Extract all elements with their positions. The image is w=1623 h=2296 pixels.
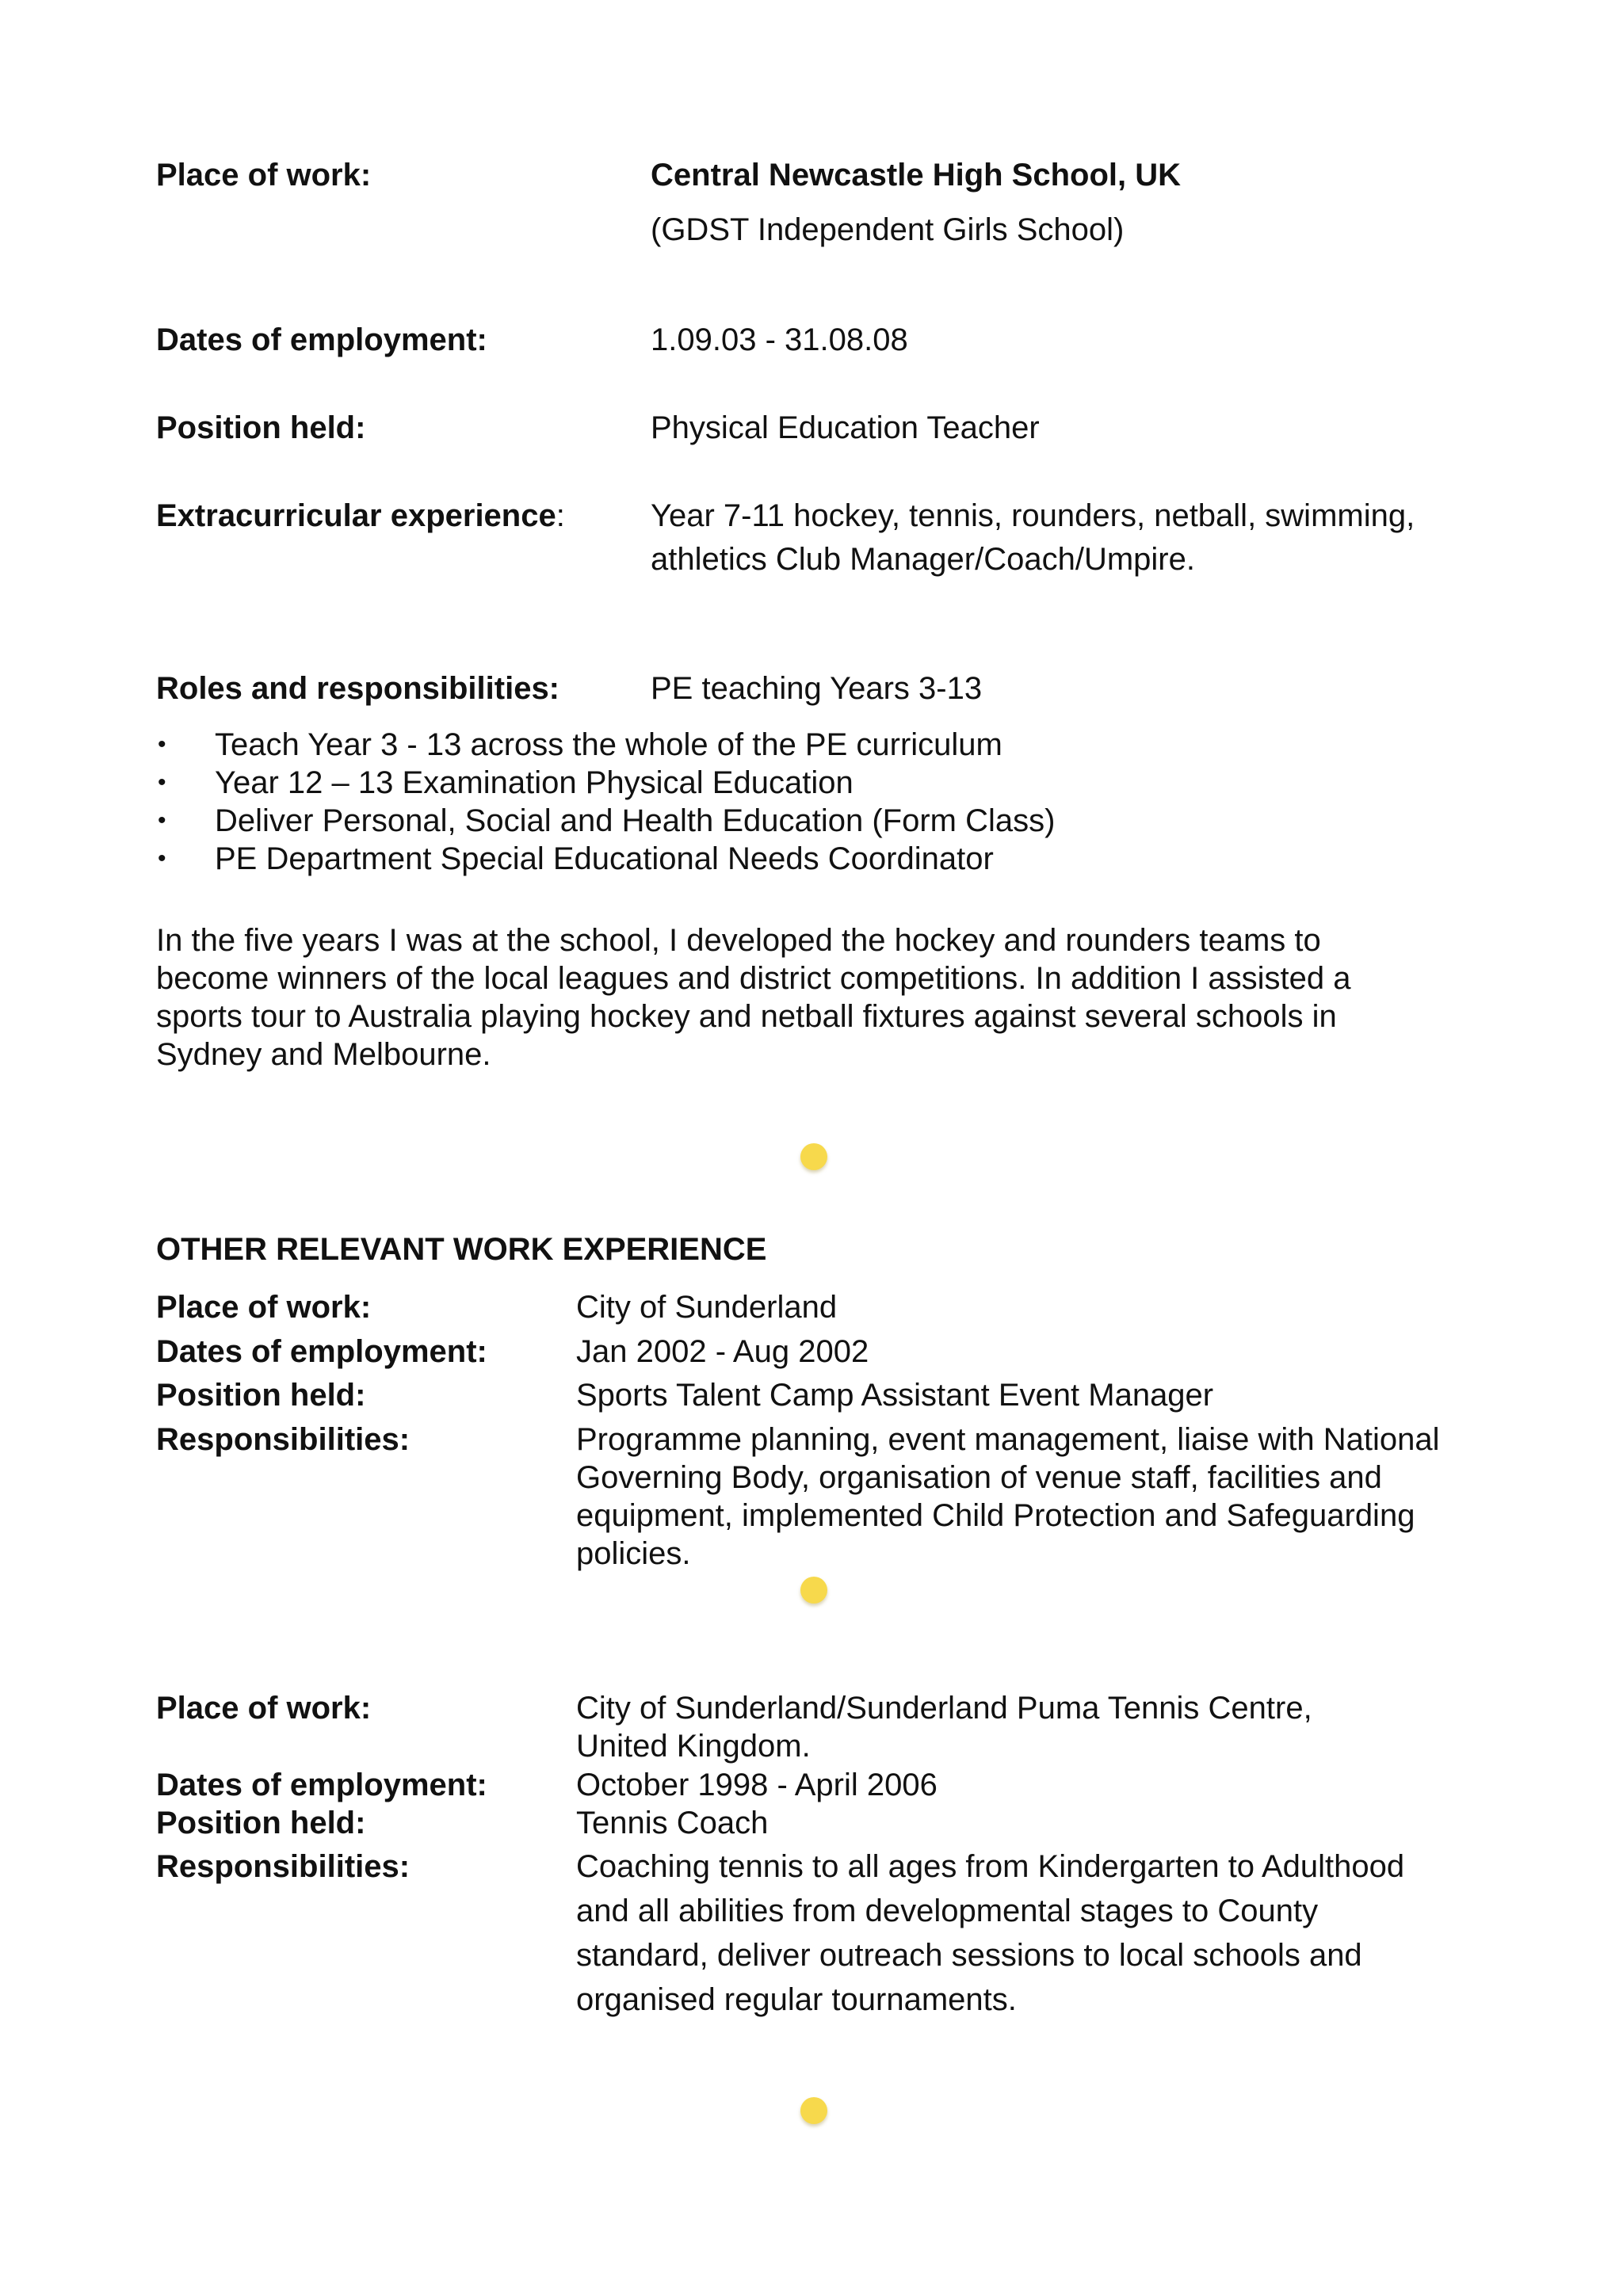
list-item xyxy=(156,802,1503,840)
dates-of-employment-label: Dates of employment: xyxy=(156,1334,487,1369)
place-of-work-value xyxy=(576,1689,1312,1765)
paragraph-line: Sydney and Melbourne. xyxy=(156,1037,491,1072)
extracurricular-line: Year 7-11 hockey, tennis, rounders, netball, swimming, xyxy=(651,498,1415,533)
place-of-work-label: Place of work: xyxy=(156,1290,372,1325)
list-item xyxy=(156,840,1503,878)
bullet-icon: • xyxy=(158,769,166,795)
extracurricular-line: athletics Club Manager/Coach/Umpire. xyxy=(651,542,1195,577)
place-of-work-label: Place of work: xyxy=(156,158,372,193)
paragraph-line: become winners of the local leagues and district competitions. In addition I assisted a xyxy=(156,961,1351,996)
responsibilities-line: organised regular tournaments. xyxy=(576,1982,1017,2017)
section-heading: OTHER RELEVANT WORK EXPERIENCE xyxy=(156,1232,767,1267)
position-held-label: Position held: xyxy=(156,1378,366,1413)
extracurricular-label xyxy=(156,497,565,535)
dates-of-employment-label: Dates of employment: xyxy=(156,1768,487,1802)
extracurricular-label-colon: : xyxy=(556,498,565,533)
paragraph-line: In the five years I was at the school, I developed the hockey and rounders teams to xyxy=(156,923,1321,958)
position-held-value: Tennis Coach xyxy=(576,1806,769,1840)
list-item-text: Deliver Personal, Social and Health Education (Form Class) xyxy=(215,803,1056,838)
roles-value: PE teaching Years 3-13 xyxy=(651,671,983,706)
bullet-icon: • xyxy=(158,807,166,833)
list-item xyxy=(156,726,1503,764)
paragraph-line: sports tour to Australia playing hockey and netball fixtures against several schools in xyxy=(156,999,1337,1034)
roles-label: Roles and responsibilities: xyxy=(156,671,560,706)
position-held-label: Position held: xyxy=(156,1806,366,1840)
position-held-value: Physical Education Teacher xyxy=(651,410,1040,445)
place-of-work-line: United Kingdom. xyxy=(576,1729,811,1764)
divider-dot-icon xyxy=(800,2097,827,2124)
divider-dot-icon xyxy=(800,1143,827,1170)
place-of-work-value: Central Newcastle High School, UK xyxy=(651,158,1182,193)
place-of-work-subtitle: (GDST Independent Girls School) xyxy=(651,212,1125,247)
responsibilities-line: policies. xyxy=(576,1536,691,1571)
dates-of-employment-value: October 1998 - April 2006 xyxy=(576,1768,938,1802)
list-item-text: Teach Year 3 - 13 across the whole of the PE curriculum xyxy=(215,727,1002,762)
place-of-work-line: City of Sunderland/Sunderland Puma Tennis Centre, xyxy=(576,1691,1312,1726)
dates-of-employment-value: Jan 2002 - Aug 2002 xyxy=(576,1334,869,1369)
responsibilities-line: standard, deliver outreach sessions to local schools and xyxy=(576,1938,1362,1973)
responsibilities-line: equipment, implemented Child Protection and Safeguarding xyxy=(576,1498,1415,1533)
responsibilities-label: Responsibilities: xyxy=(156,1422,411,1457)
responsibilities-line: Coaching tennis to all ages from Kindergarten to Adulthood xyxy=(576,1849,1405,1884)
list-item-text: Year 12 – 13 Examination Physical Education xyxy=(215,765,854,800)
position-held-label: Position held: xyxy=(156,410,366,445)
extracurricular-label-text: Extracurricular experience xyxy=(156,498,556,533)
responsibilities-line: Programme planning, event management, liaise with National xyxy=(576,1422,1440,1457)
place-of-work-value: City of Sunderland xyxy=(576,1290,838,1325)
divider-dot-icon xyxy=(800,1577,827,1604)
responsibilities-line: Governing Body, organisation of venue staff, facilities and xyxy=(576,1460,1382,1495)
list-item-text: PE Department Special Educational Needs Coordinator xyxy=(215,841,994,876)
dates-of-employment-value: 1.09.03 - 31.08.08 xyxy=(651,322,908,357)
responsibilities-value xyxy=(576,1848,1404,2019)
summary-paragraph xyxy=(156,921,1472,1074)
responsibilities-label: Responsibilities: xyxy=(156,1849,411,1884)
responsibilities-line: and all abilities from developmental stages to County xyxy=(576,1894,1319,1928)
position-held-value: Sports Talent Camp Assistant Event Manager xyxy=(576,1378,1214,1413)
extracurricular-value xyxy=(651,497,1415,578)
bullet-icon: • xyxy=(158,845,166,871)
dates-of-employment-label: Dates of employment: xyxy=(156,322,487,357)
bullet-icon: • xyxy=(158,731,166,757)
responsibilities-list xyxy=(156,726,1503,878)
responsibilities-value xyxy=(576,1421,1439,1573)
list-item xyxy=(156,764,1503,802)
place-of-work-label: Place of work: xyxy=(156,1691,372,1726)
